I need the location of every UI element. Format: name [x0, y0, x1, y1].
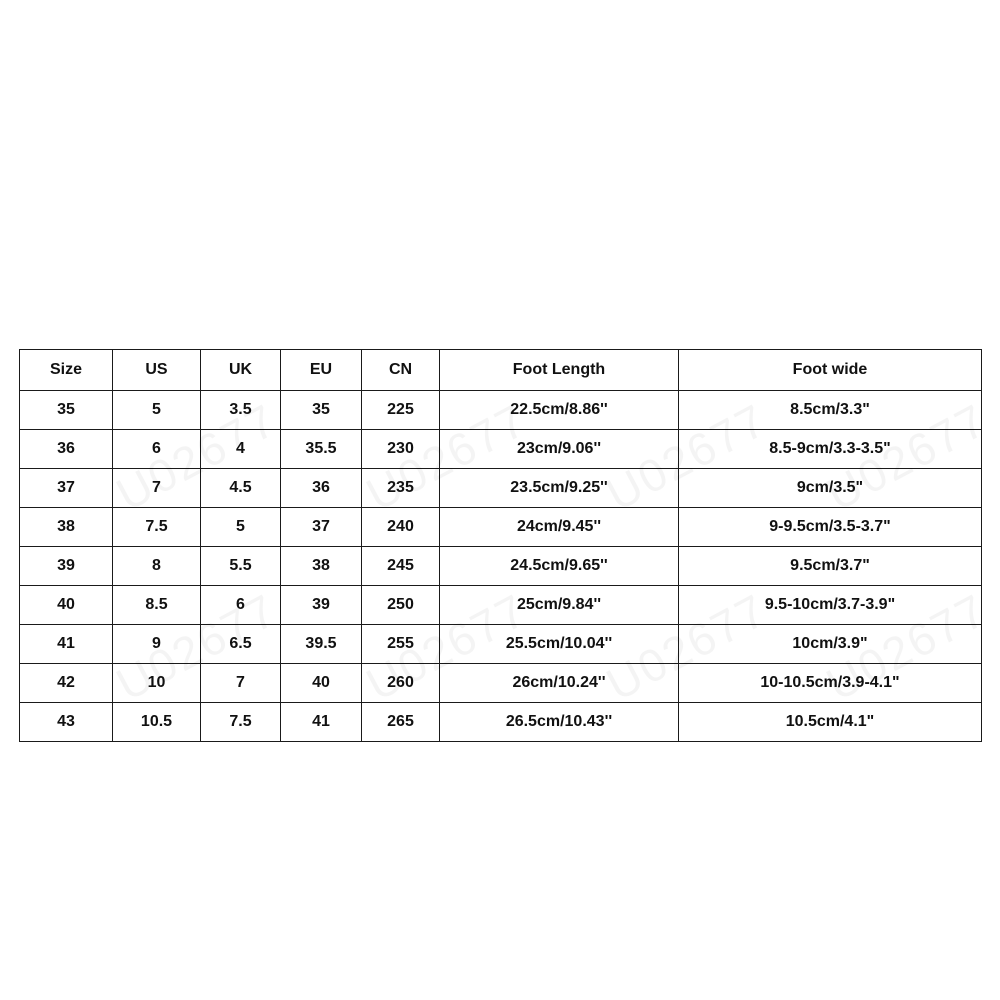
cell-cn: 230 — [362, 430, 440, 469]
cell-eu: 35.5 — [281, 430, 362, 469]
cell-uk: 3.5 — [201, 391, 281, 430]
cell-eu: 36 — [281, 469, 362, 508]
table-row — [20, 625, 982, 664]
cell-size: 39 — [20, 547, 113, 586]
cell-foot-wide: 10-10.5cm/3.9-4.1" — [679, 664, 982, 703]
header-cn: CN — [362, 350, 440, 391]
cell-eu: 39.5 — [281, 625, 362, 664]
cell-uk: 5.5 — [201, 547, 281, 586]
cell-eu: 37 — [281, 508, 362, 547]
cell-us: 7.5 — [113, 508, 201, 547]
cell-uk: 6 — [201, 586, 281, 625]
cell-uk: 7 — [201, 664, 281, 703]
cell-size: 38 — [20, 508, 113, 547]
cell-uk: 4.5 — [201, 469, 281, 508]
cell-us: 9 — [113, 625, 201, 664]
header-foot-length: Foot Length — [440, 350, 679, 391]
cell-foot-length: 26.5cm/10.43'' — [440, 703, 679, 742]
table-row — [20, 391, 982, 430]
cell-cn: 240 — [362, 508, 440, 547]
cell-size: 41 — [20, 625, 113, 664]
table-row — [20, 469, 982, 508]
table-row — [20, 430, 982, 469]
cell-cn: 250 — [362, 586, 440, 625]
size-chart-table — [19, 349, 982, 742]
cell-size: 37 — [20, 469, 113, 508]
cell-eu: 35 — [281, 391, 362, 430]
cell-us: 10.5 — [113, 703, 201, 742]
cell-uk: 5 — [201, 508, 281, 547]
cell-us: 6 — [113, 430, 201, 469]
cell-cn: 265 — [362, 703, 440, 742]
cell-uk: 7.5 — [201, 703, 281, 742]
cell-cn: 245 — [362, 547, 440, 586]
cell-us: 5 — [113, 391, 201, 430]
cell-cn: 235 — [362, 469, 440, 508]
cell-foot-wide: 10cm/3.9" — [679, 625, 982, 664]
cell-us: 10 — [113, 664, 201, 703]
cell-foot-wide: 9cm/3.5" — [679, 469, 982, 508]
cell-eu: 40 — [281, 664, 362, 703]
header-eu: EU — [281, 350, 362, 391]
cell-us: 8 — [113, 547, 201, 586]
table-row — [20, 664, 982, 703]
cell-uk: 4 — [201, 430, 281, 469]
cell-cn: 255 — [362, 625, 440, 664]
cell-foot-wide: 8.5-9cm/3.3-3.5" — [679, 430, 982, 469]
cell-foot-length: 22.5cm/8.86'' — [440, 391, 679, 430]
cell-eu: 38 — [281, 547, 362, 586]
cell-size: 42 — [20, 664, 113, 703]
cell-foot-length: 23cm/9.06'' — [440, 430, 679, 469]
cell-uk: 6.5 — [201, 625, 281, 664]
cell-size: 35 — [20, 391, 113, 430]
cell-size: 40 — [20, 586, 113, 625]
table-row — [20, 586, 982, 625]
table-row — [20, 508, 982, 547]
header-size: Size — [20, 350, 113, 391]
cell-eu: 39 — [281, 586, 362, 625]
cell-foot-wide: 9-9.5cm/3.5-3.7" — [679, 508, 982, 547]
cell-foot-length: 26cm/10.24'' — [440, 664, 679, 703]
cell-us: 7 — [113, 469, 201, 508]
cell-foot-wide: 10.5cm/4.1" — [679, 703, 982, 742]
cell-foot-length: 24.5cm/9.65'' — [440, 547, 679, 586]
cell-foot-length: 25cm/9.84'' — [440, 586, 679, 625]
cell-size: 43 — [20, 703, 113, 742]
cell-foot-length: 25.5cm/10.04'' — [440, 625, 679, 664]
header-uk: UK — [201, 350, 281, 391]
cell-foot-wide: 8.5cm/3.3" — [679, 391, 982, 430]
cell-size: 36 — [20, 430, 113, 469]
cell-foot-wide: 9.5-10cm/3.7-3.9" — [679, 586, 982, 625]
cell-foot-wide: 9.5cm/3.7" — [679, 547, 982, 586]
table-row — [20, 547, 982, 586]
header-foot-wide: Foot wide — [679, 350, 982, 391]
header-us: US — [113, 350, 201, 391]
header-row — [20, 350, 982, 391]
cell-foot-length: 23.5cm/9.25'' — [440, 469, 679, 508]
cell-eu: 41 — [281, 703, 362, 742]
cell-cn: 225 — [362, 391, 440, 430]
cell-foot-length: 24cm/9.45'' — [440, 508, 679, 547]
cell-cn: 260 — [362, 664, 440, 703]
cell-us: 8.5 — [113, 586, 201, 625]
table-row — [20, 703, 982, 742]
